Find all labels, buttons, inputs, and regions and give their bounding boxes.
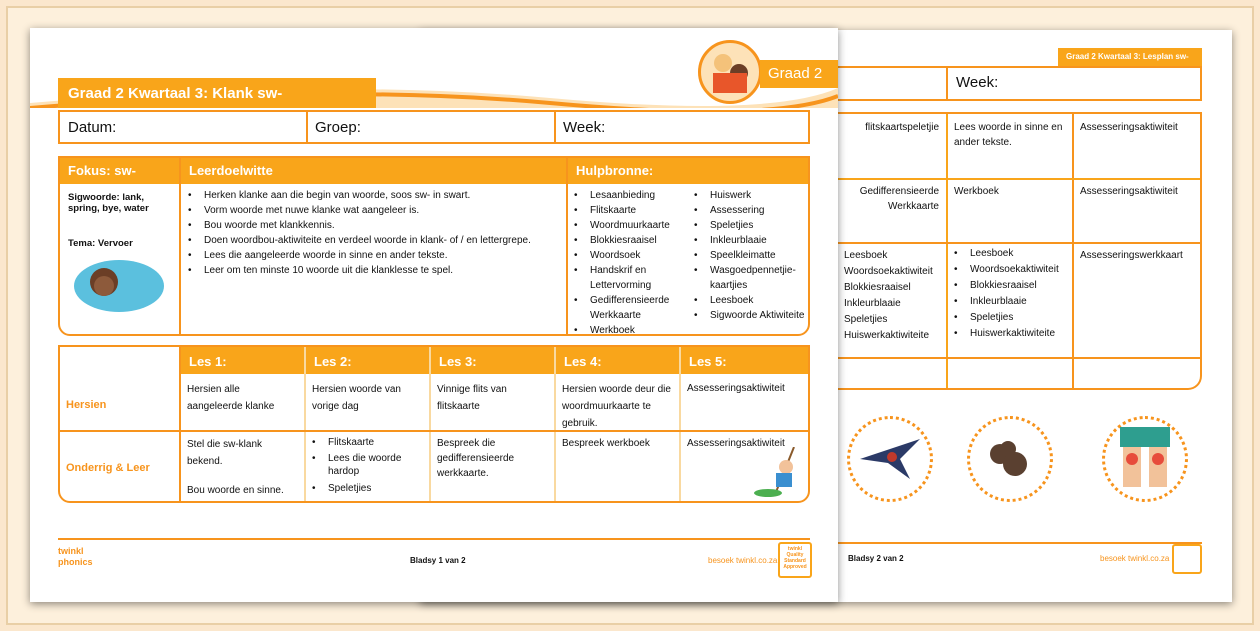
cell-text: Assesseringsaktiwiteit [687,438,785,449]
cell-text: Stel die sw-klank bekend. [187,439,263,467]
footer-url[interactable]: besoek twinkl.co.za [708,556,778,565]
quality-badge-icon [1172,544,1202,574]
objectives-list: • Herken klanke aan die begin van woorde, soos sw- in swart. • Vorm woorde met nuwe klanke wat aangeleer is. • Bou woorde met klankkennis. • Doen woordbou-aktiwiteite en verdeel woorde in klank- of / en lettergrepe. • Lees die aangeleerde woorde in sinne en ander tekste. • Leer om ten minste 10 woorde uit die klanklesse te spel. [184,188,531,278]
swimming-boy-image [72,254,167,319]
theme: Tema: Vervoer [68,238,133,249]
week-field[interactable]: Week: [563,119,606,136]
row-label-onderrig: Onderrig & Leer [66,462,150,474]
page-number: Bladsy 1 van 2 [410,556,466,565]
week-field[interactable]: Week: [956,74,999,91]
resources-header: Hulpbronne: [568,159,661,182]
cell-text: Werkboek [954,186,999,197]
cell-text: Lees woorde in sinne en ander tekste. [954,122,1063,148]
cell-text: Hersien woorde van vorige dag [312,384,401,412]
lesson-2-header: Les 2: [306,350,360,373]
page-1 [30,28,838,602]
row3-col2-list: • Leesboek • Woordsoekaktiwiteit • Blokkiesraaisel • Inkleurblaaie • Speletjies • Huiswerkaktiwiteite [950,246,1059,342]
page-title: Graad 2 Kwartaal 3: Klank sw- [58,78,376,108]
cell-text: Assesseringsaktiwiteit [1080,186,1178,197]
twinkl-phonics-logo: twinkl phonics [58,546,93,567]
les2-list: • Flitskaarte • Lees die woorde hardop • Speletjies [308,435,418,496]
page-number: Bladsy 2 van 2 [848,554,904,563]
cell-text: Vinnige flits van flitskaarte [437,384,507,412]
resources-list-1: • Lesaanbieding • Flitskaarte • Woordmuurkaarte • Blokkiesraaisel • Woordsoek • Handskrif en Lettervorming • Gedifferensieerde Werkkaarte • Werkboek [570,188,688,336]
page-2-tab: Graad 2 Kwartaal 3: Lesplan sw- [1058,48,1202,66]
swing-boy-image [746,447,806,503]
lesson-3-header: Les 3: [431,350,485,373]
cell-text: Bespreek werkboek [562,438,650,449]
row3-col1-list: Leesboek Woordsoekaktiwiteit Blokkiesraaisel Inkleurblaaie Speletjies Huiswerkaktiwiteite [844,250,933,341]
grade-badge: Graad 2 [760,60,838,88]
row-label-hersien: Hersien [66,399,107,411]
cell-text: Bespreek die gedifferensieerde werkkaarte. [437,438,515,479]
swarm-image [967,416,1053,502]
children-avatar-image [698,40,762,104]
footer-url[interactable]: besoek twinkl.co.za [1100,554,1170,563]
focus-header: Fokus: sw- [60,159,144,182]
date-field[interactable]: Datum: [68,119,117,136]
cell-text: Assesseringsaktiwiteit [687,383,785,394]
swollen-knees-image [1102,416,1188,502]
focus-table [58,156,810,336]
lessons-table [58,345,810,503]
quality-badge-icon: twinkl Quality Standard Approved [778,542,812,578]
cell-text: Hersien alle aangeleerde klanke [187,384,275,412]
cell-text: Bou woorde en sinne. [187,485,284,496]
group-field[interactable]: Groep: [315,119,361,136]
resources-list-2: • Huiswerk • Assessering • Speletjies • Inkleurblaaie • Speelkleimatte • Wasgoedpennetjie-kaartjies • Leesboek • Sigwoorde Aktiwiteite [690,188,806,323]
cell-text: flitskaartspeletjie [865,122,939,133]
lesson-4-header: Les 4: [556,350,610,373]
lesson-5-header: Les 5: [681,350,735,373]
cell-text: Gedifferensieerde Werkkaarte [859,186,939,212]
cell-text: Assesseringswerkkaart [1080,250,1183,261]
cell-text: Hersien woorde deur die woordmuurkaarte te gebruik. [562,384,671,429]
cell-text: Assesseringsaktiwiteit [1080,122,1178,133]
lesson-1-header: Les 1: [181,350,235,373]
objectives-header: Leerdoelwitte [181,159,281,182]
info-row [58,110,810,144]
sight-words: Sigwoorde: lank, spring, bye, water [68,192,149,214]
swallow-bird-image [847,416,933,502]
